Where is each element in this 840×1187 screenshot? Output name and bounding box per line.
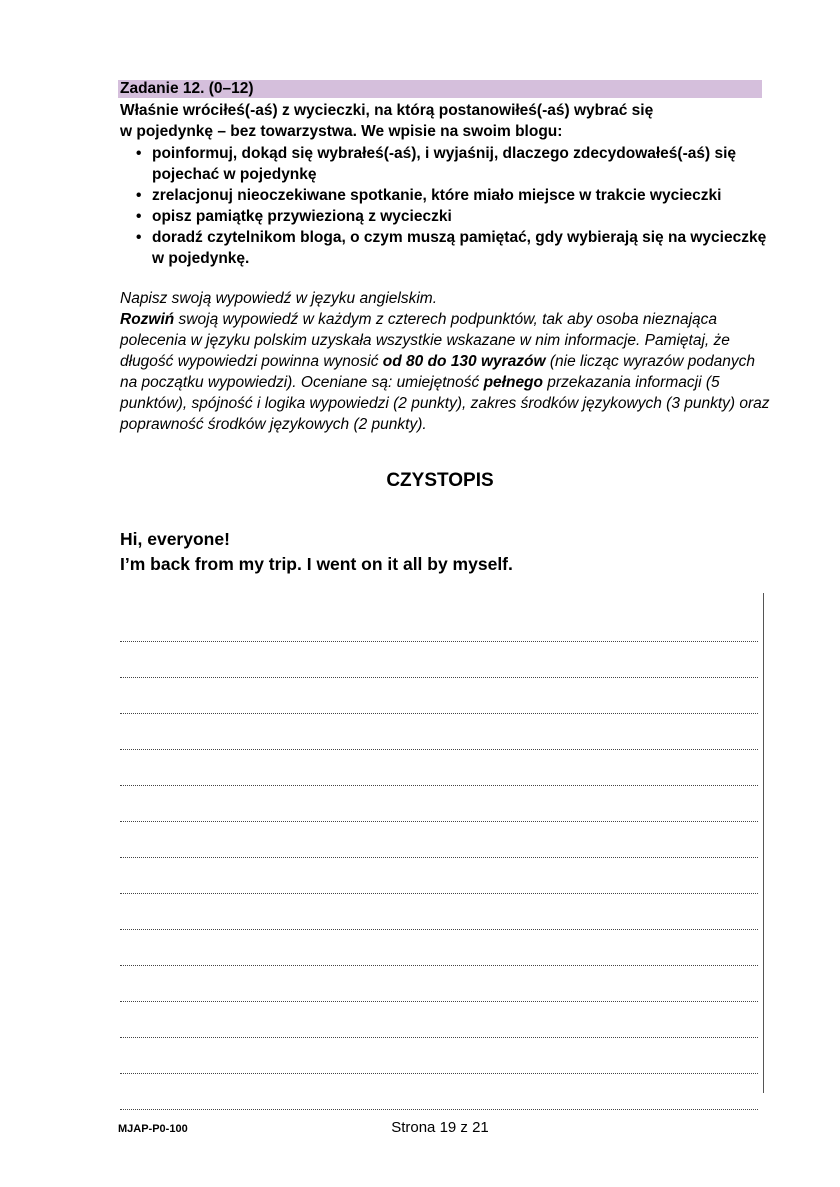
task-bullet-item	[120, 227, 770, 269]
answer-line[interactable]	[120, 822, 758, 858]
blog-opening	[120, 527, 760, 577]
bullet-icon: •	[136, 208, 142, 225]
instructions-rozwin: Rozwiń	[120, 311, 175, 328]
task-bullet-list	[120, 143, 770, 269]
exam-code: MJAP-P0-100	[118, 1123, 188, 1135]
instructions-text-a: swoją wypowiedź w każdym z czterech podpunktów, tak aby osoba nieznająca polecenia w języku polskim uzyskała wszystkie wskazane w nim informacje. Pamiętaj, że długość wypowiedzi powinna wynosić	[120, 311, 730, 370]
instructions-pelnego: pełnego	[483, 374, 543, 391]
instructions-text-b: (nie licząc wyrazów podanych na początku wypowiedzi). Oceniane są: umiejętność	[120, 353, 755, 391]
task-bullet-item	[120, 143, 770, 185]
task-intro	[120, 100, 770, 142]
section-title: CZYSTOPIS	[386, 470, 494, 491]
instructions-length: od 80 do 130 wyrazów	[382, 353, 546, 370]
task-bullet-text: doradź czytelnikom bloga, o czym muszą pamiętać, gdy wybierają się na wycieczkę w pojedynkę.	[152, 229, 767, 267]
bullet-icon: •	[136, 145, 142, 162]
task-bullet-text: poinformuj, dokąd się wybrałeś(-aś), i wyjaśnij, dlaczego zdecydowałeś(-aś) się pojechać w pojedynkę	[152, 145, 737, 183]
task-header: Zadanie 12. (0–12)	[118, 80, 762, 98]
answer-line[interactable]	[120, 966, 758, 1002]
task-bullet-item	[120, 185, 770, 206]
bullet-icon: •	[136, 187, 142, 204]
answer-line[interactable]	[120, 894, 758, 930]
bullet-icon: •	[136, 229, 142, 246]
answer-line[interactable]	[120, 1038, 758, 1074]
task-bullet-text: zrelacjonuj nieoczekiwane spotkanie, które miało miejsce w trakcie wycieczki	[152, 187, 722, 204]
answer-line[interactable]	[120, 1074, 758, 1110]
answer-line[interactable]	[120, 786, 758, 822]
answer-line[interactable]	[120, 714, 758, 750]
answer-line[interactable]	[120, 678, 758, 714]
answer-line[interactable]	[120, 858, 758, 894]
instructions-text-c: przekazania informacji (5 punktów), spójność i logika wypowiedzi (2 punkty), zakres środków językowych (3 punkty) oraz poprawność środków językowych (2 punkty).	[120, 374, 770, 433]
writing-area[interactable]	[120, 606, 758, 1110]
task-intro-line1: Właśnie wróciłeś(-aś) z wycieczki, na którą postanowiłeś(-aś) wybrać się	[120, 102, 654, 119]
task-bullet-text: opisz pamiątkę przywiezioną z wycieczki	[152, 208, 452, 225]
page-number: Strona 19 z 21	[391, 1119, 489, 1136]
instructions	[120, 288, 770, 435]
task-intro-line2: w pojedynkę – bez towarzystwa. We wpisie na swoim blogu:	[120, 123, 563, 140]
blog-opening-sentence: I’m back from my trip. I went on it all by myself.	[120, 554, 513, 574]
answer-line[interactable]	[120, 750, 758, 786]
margin-rule	[763, 593, 764, 1093]
answer-line[interactable]	[120, 930, 758, 966]
task-bullet-item	[120, 206, 770, 227]
blog-greeting: Hi, everyone!	[120, 529, 230, 549]
answer-line[interactable]	[120, 1002, 758, 1038]
instructions-line1: Napisz swoją wypowiedź w języku angielskim.	[120, 290, 438, 307]
answer-line[interactable]	[120, 606, 758, 642]
answer-line[interactable]	[120, 642, 758, 678]
instructions-body	[120, 309, 770, 435]
